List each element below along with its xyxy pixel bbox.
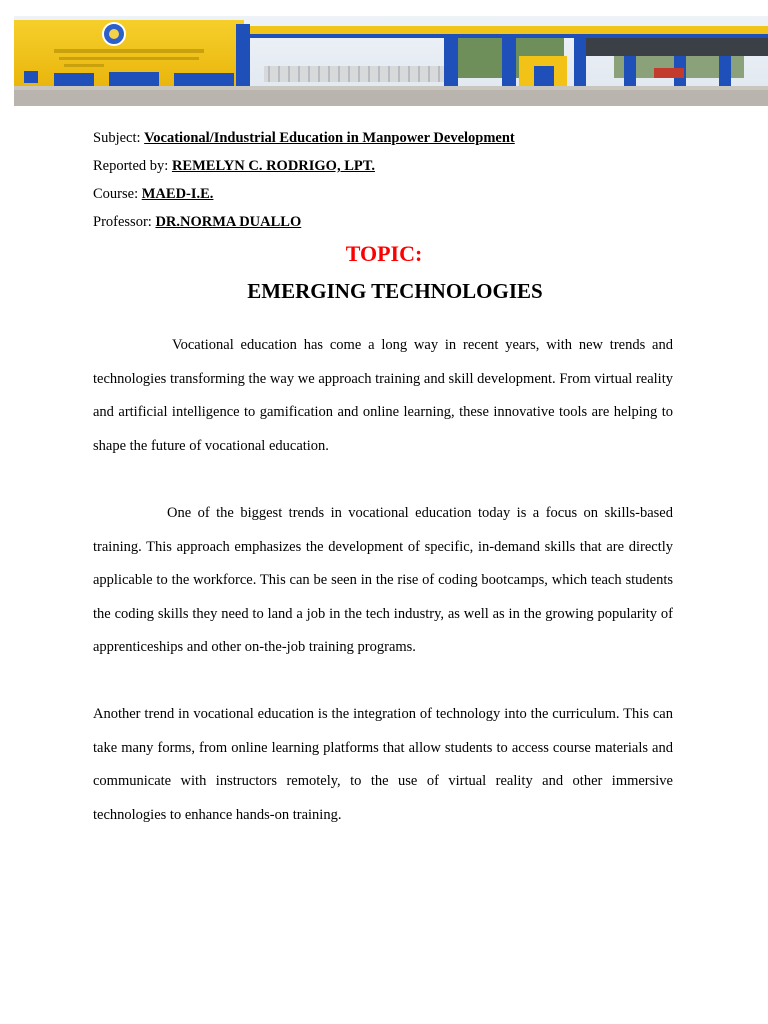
topic-label: TOPIC:: [345, 241, 423, 266]
professor-value: DR.NORMA DUALLO: [155, 214, 302, 230]
reported-by-label: Reported by:: [93, 158, 172, 174]
paragraph-1: Vocational education has come a long way in recent years, with new trends and technologies transforming the way we approach training and skill development. From virtual reality and artificial intelligence to gamification and online learning, these innovative tools are helping to shape the future of vocational education.: [93, 337, 673, 454]
professor-line: [93, 213, 301, 231]
campus-gate-photo: [14, 16, 768, 106]
header-banner-image: [14, 16, 768, 106]
paragraph-2: One of the biggest trends in vocational education today is a focus on skills-based training. This approach emphasizes the development of specific, in-demand skills that are directly applicable to the workforce. This can be seen in the rise of coding bootcamps, which teach students the coding skills they need to land a job in the tech industry, as well as in the growing popularity of apprenticeships and other on-the-job training programs.: [93, 505, 673, 655]
paragraph-3: Another trend in vocational education is the integration of technology into the curriculum. This can take many forms, from online learning platforms that allow students to access course materials and communicate with instructors remotely, to the use of virtual reality and other immersive technologies to enhance hands-on training.: [93, 706, 673, 823]
reported-by-line: [93, 157, 375, 175]
course-label: Course:: [93, 186, 142, 202]
course-line: [93, 185, 213, 203]
document-title: EMERGING TECHNOLOGIES: [247, 279, 543, 303]
reported-by-value: REMELYN C. RODRIGO, LPT.: [171, 158, 375, 174]
subject-label: Subject:: [93, 130, 145, 146]
course-value: MAED-I.E.: [141, 186, 214, 202]
subject-line: [93, 129, 515, 147]
subject-value: Vocational/Industrial Education in Manpower Development: [144, 130, 515, 146]
professor-label: Professor:: [93, 214, 156, 230]
